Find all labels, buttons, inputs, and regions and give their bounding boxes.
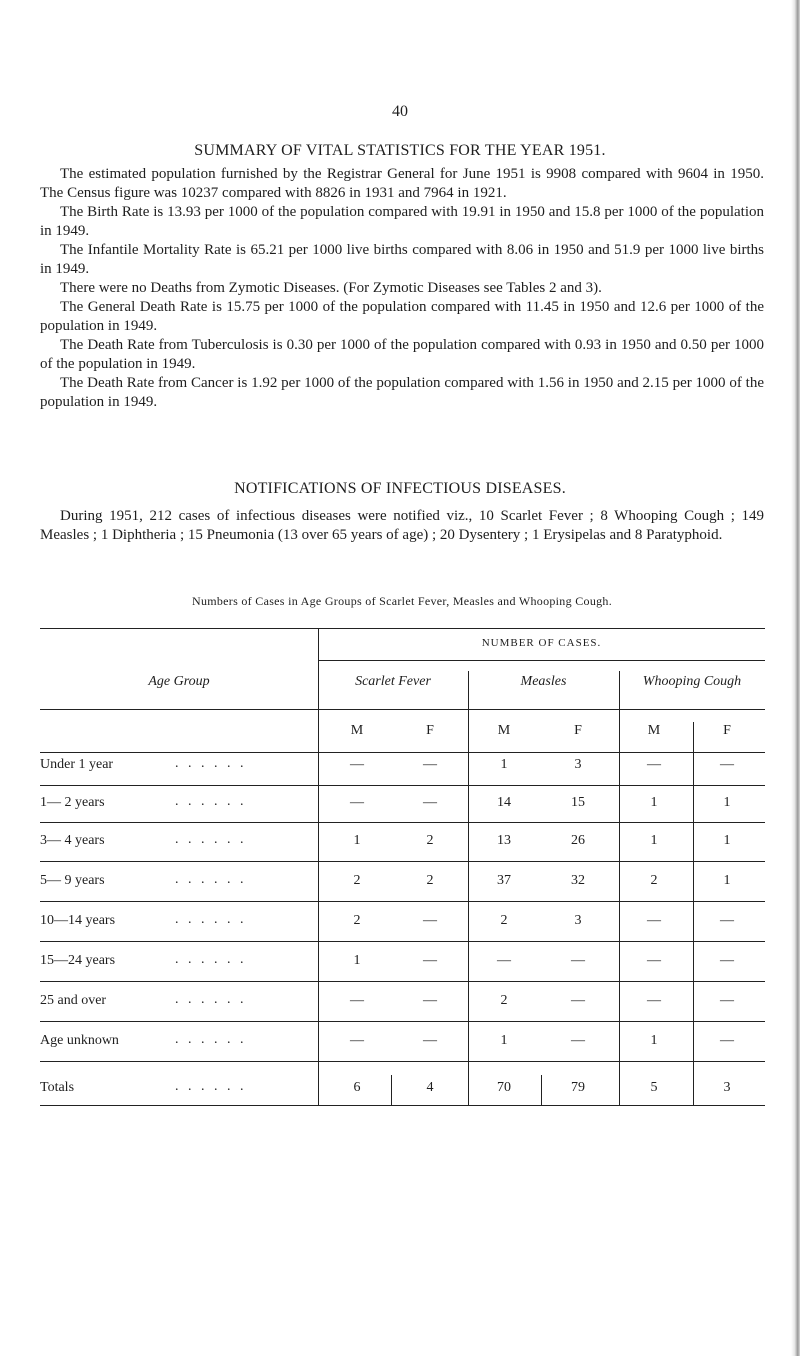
table-cell: — <box>647 913 661 928</box>
row-rule <box>40 981 765 982</box>
table-cell: — <box>350 795 364 810</box>
table-top-rule <box>40 628 765 629</box>
table-cell: 2 <box>353 873 361 888</box>
totals-divider <box>391 1075 392 1105</box>
table-cell: — <box>571 993 585 1008</box>
paragraph-general-death-rate: The General Death Rate is 15.75 per 1000 of the population compared with 11.45 in 1950 and 12.6 per 1000 of the population in 1949. <box>40 299 764 334</box>
table-cell: 1 <box>723 873 731 888</box>
row-label: 25 and over <box>40 993 107 1008</box>
table-cell: — <box>497 953 511 968</box>
total-cell: 4 <box>426 1080 434 1095</box>
table-cell: 1 <box>500 1033 508 1048</box>
paragraph-tuberculosis: The Death Rate from Tuberculosis is 0.30 per 1000 of the population compared with 0.93 in 1950 and 0.50 per 1000 of the population in 1949. <box>40 337 764 372</box>
table-caption-text: Numbers of Cases in Age Groups of Scarlet Fever, Measles and Whooping Cough. <box>191 594 613 608</box>
row-rule <box>40 822 765 823</box>
total-cell: 5 <box>650 1080 658 1095</box>
paragraph-birth-rate: The Birth Rate is 13.93 per 1000 of the population compared with 19.91 in 1950 and 15.8 per 1000 of the population in 1949. <box>40 204 764 239</box>
row-rule <box>40 861 765 862</box>
table-cell: — <box>423 795 437 810</box>
table-cell: 2 <box>500 993 508 1008</box>
sex-header-rule <box>40 752 765 753</box>
table-cell: 37 <box>497 873 511 888</box>
number-of-cases-rule <box>318 660 765 661</box>
measles-header: Measles <box>520 674 567 689</box>
table-cell: 1 <box>353 833 361 848</box>
table-cell: — <box>647 993 661 1008</box>
total-cell: 3 <box>723 1080 731 1095</box>
disease-header-rule <box>40 709 765 710</box>
totals-label: Totals <box>40 1080 75 1095</box>
row-leader-dots: . . . . . . <box>175 832 247 847</box>
whooping-cough-divider <box>619 671 620 1105</box>
table-cell: 2 <box>353 913 361 928</box>
total-cell: 6 <box>353 1080 361 1095</box>
row-label: Age unknown <box>40 1033 119 1048</box>
table-cell: — <box>350 993 364 1008</box>
sex-header-f: F <box>574 723 582 738</box>
row-leader-dots: . . . . . . <box>175 756 247 771</box>
row-label: 15—24 years <box>40 953 116 968</box>
table-cell: 15 <box>571 795 585 810</box>
table-cell: 13 <box>497 833 511 848</box>
row-rule <box>40 1061 765 1062</box>
measles-divider <box>468 671 469 1105</box>
table-cell: 2 <box>650 873 658 888</box>
row-leader-dots: . . . . . . <box>175 1079 247 1094</box>
table-cell: — <box>423 993 437 1008</box>
paragraph-cancer: The Death Rate from Cancer is 1.92 per 1000 of the population compared with 1.56 in 1950 and 2.15 per 1000 of the population in 1949. <box>40 375 764 410</box>
table-cell: — <box>571 953 585 968</box>
table-cell: 3 <box>574 757 582 772</box>
table-bottom-rule <box>40 1105 765 1106</box>
page-number: 40 <box>392 103 408 120</box>
age-group-header: Age Group <box>148 674 210 689</box>
table-cell: — <box>647 953 661 968</box>
row-rule <box>40 1021 765 1022</box>
sex-header-f: F <box>426 723 434 738</box>
row-leader-dots: . . . . . . <box>175 872 247 887</box>
paragraph-notifications: During 1951, 212 cases of infectious diseases were notified viz., 10 Scarlet Fever ; 8 Whooping Cough ; 149 Measles ; 1 Diphtheria ; 15 Pneumonia (13 over 65 years of age) ; 20 Dysentery ; 1 Erysipelas and 8 Paratyphoid. <box>40 508 764 543</box>
table-cell: — <box>720 913 734 928</box>
paragraph-population: The estimated population furnished by the Registrar General for June 1951 is 9908 compared with 9604 in 1950. The Census figure was 10237 compared with 8826 in 1931 and 7964 in 1921. <box>40 166 764 201</box>
row-rule <box>40 785 765 786</box>
whooping-sex-divider <box>693 722 694 1105</box>
sex-header-m: M <box>497 723 511 738</box>
paragraph-zymotic: There were no Deaths from Zymotic Diseases. (For Zymotic Diseases see Tables 2 and 3). <box>60 280 602 296</box>
sex-header-m: M <box>350 723 364 738</box>
table-cell: — <box>350 1033 364 1048</box>
table-cell: 1 <box>650 833 658 848</box>
table-cell: — <box>423 757 437 772</box>
table-cell: 2 <box>426 873 434 888</box>
scarlet-fever-header: Scarlet Fever <box>355 674 431 689</box>
row-rule <box>40 901 765 902</box>
whooping-cough-header: Whooping Cough <box>642 674 742 689</box>
table-cell: 1 <box>650 1033 658 1048</box>
table-cell: 2 <box>426 833 434 848</box>
row-label: Under 1 year <box>40 757 114 772</box>
table-cell: 14 <box>497 795 511 810</box>
row-label: 5— 9 years <box>40 873 105 888</box>
row-label: 1— 2 years <box>40 795 105 810</box>
sex-header-f: F <box>723 723 731 738</box>
row-label: 10—14 years <box>40 913 116 928</box>
table-cell: 26 <box>571 833 585 848</box>
table-cell: — <box>423 1033 437 1048</box>
table-cell: 3 <box>574 913 582 928</box>
paragraph-infantile-mortality: The Infantile Mortality Rate is 65.21 per 1000 live births compared with 8.06 in 1950 and 51.9 per 1000 live births in 1949. <box>40 242 764 277</box>
table-cell: — <box>720 1033 734 1048</box>
row-rule <box>40 941 765 942</box>
table-cell: — <box>720 953 734 968</box>
row-leader-dots: . . . . . . <box>175 952 247 967</box>
table-cell: 1 <box>500 757 508 772</box>
age-group-divider <box>318 628 319 1105</box>
row-label: 3— 4 years <box>40 833 105 848</box>
table-cell: — <box>720 993 734 1008</box>
table-cell: — <box>720 757 734 772</box>
table-cell: — <box>350 757 364 772</box>
notifications-title: NOTIFICATIONS OF INFECTIOUS DISEASES. <box>234 480 566 497</box>
row-leader-dots: . . . . . . <box>175 794 247 809</box>
row-leader-dots: . . . . . . <box>175 992 247 1007</box>
table-cell: 32 <box>571 873 585 888</box>
number-of-cases-header: NUMBER OF CASES. <box>481 637 602 649</box>
row-leader-dots: . . . . . . <box>175 1032 247 1047</box>
totals-divider <box>541 1075 542 1105</box>
table-cell: 1 <box>650 795 658 810</box>
table-cell: 2 <box>500 913 508 928</box>
sex-header-m: M <box>647 723 661 738</box>
table-cell: 1 <box>723 833 731 848</box>
row-leader-dots: . . . . . . <box>175 912 247 927</box>
table-cell: — <box>571 1033 585 1048</box>
total-cell: 79 <box>571 1080 585 1095</box>
total-cell: 70 <box>497 1080 511 1095</box>
summary-title: SUMMARY OF VITAL STATISTICS FOR THE YEAR 1951. <box>194 142 606 159</box>
table-cell: — <box>423 913 437 928</box>
table-cell: 1 <box>723 795 731 810</box>
table-cell: 1 <box>353 953 361 968</box>
table-cell: — <box>647 757 661 772</box>
table-cell: — <box>423 953 437 968</box>
